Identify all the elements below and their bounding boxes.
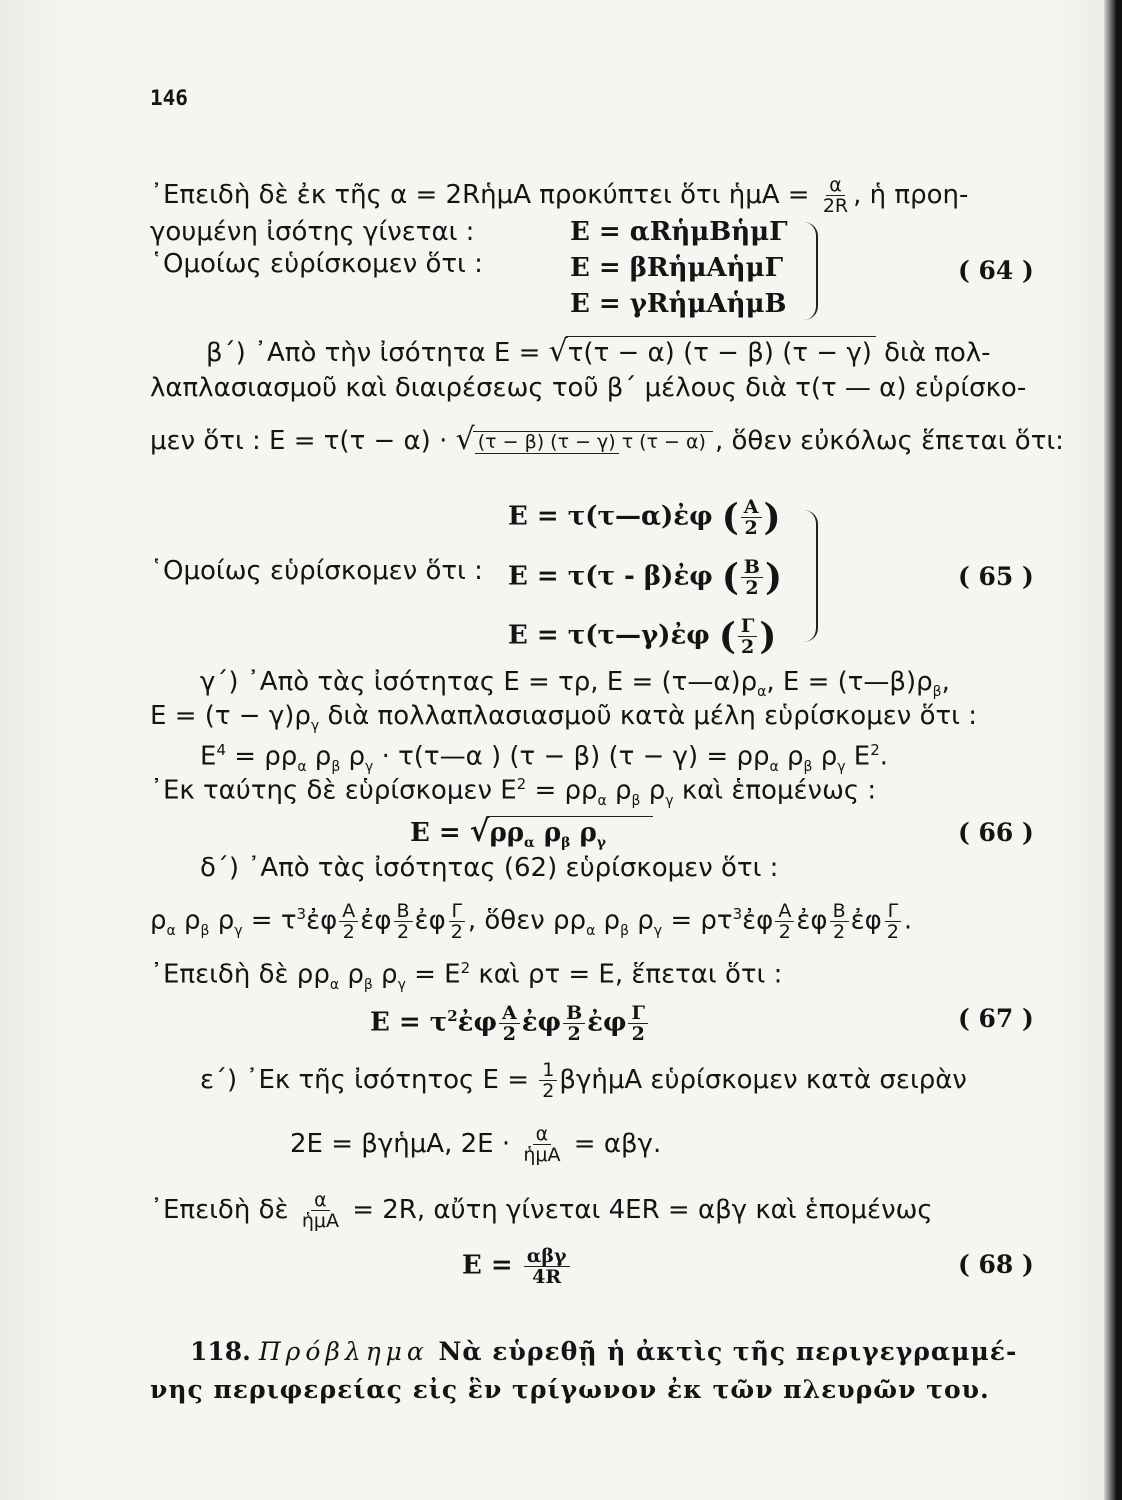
equation-number: ( 65 ): [958, 562, 1034, 591]
text-line: β΄) ᾿Απὸ τὴν ἰσότητα E = √τ(τ − α) (τ − β) (τ − γ) διὰ πολ-: [206, 334, 991, 369]
equation-number: ( 68 ): [958, 1250, 1034, 1279]
equation-number: ( 67 ): [958, 1004, 1034, 1033]
text-line: ᾿Επειδὴ δὲ $\frac{\alpha}{\text{ἡμA}}$ = 2R, αὔτη γίνεται 4ER = αβγ καὶ ἑπομένως: [150, 1189, 933, 1232]
page-number: 146: [150, 86, 188, 110]
right-brace: [800, 222, 818, 320]
equation: E = τ(τ—γ)ἐφ ( $\frac{\Gamma}{2}$ ): [508, 615, 777, 658]
fraction: (τ − β) (τ − γ) τ (τ − α): [473, 431, 713, 452]
fraction: $\frac{\alpha}{2R}$: [822, 174, 849, 217]
text-line: μεν ὅτι : E = τ(τ − α) · √ (τ − β) (τ − γ) τ (τ − α) , ὅθεν εὐκόλως ἕπεται ὅτι:: [150, 422, 1064, 457]
text-line: ῾Ομοίως εὑρίσκομεν ὅτι :: [150, 556, 483, 586]
text-line: ᾿Επειδὴ δὲ $\rho\rho_\alpha$ $\rho_\beta$ $\rho_\gamma = E^2$ καὶ ρτ = E, ἕπεται ὅτι :: [150, 959, 783, 993]
equation: E = τ(τ—α)ἐφ ( $\frac{A}{2}$ ): [508, 496, 781, 539]
text-line: $E = (\tau - \gamma)\rho_\gamma$ διὰ πολλαπλασιασμοῦ κατὰ μέλη εὑρίσκομεν ὅτι :: [150, 701, 977, 735]
text-line: λαπλασιασμοῦ καὶ διαιρέσεως τοῦ β΄ μέλους διὰ τ(τ — α) εὑρίσκο-: [150, 373, 1027, 403]
equation: E = βRἡμAἡμΓ: [570, 253, 784, 283]
equation: $E = √\rho\rho_\alpha$ $\rho_\beta$ $\rho_\gamma$: [410, 816, 653, 859]
right-brace: [800, 510, 818, 642]
text-line: ᾿Επειδὴ δὲ ἐκ τῆς α = 2RἡμA προκύπτει ὅτι ἡμA = $\frac{\alpha}{2R}$ , ἡ προη-: [150, 174, 969, 217]
equation: E = τ(τ - β)ἐφ ( $\frac{B}{2}$ ): [508, 556, 783, 599]
text-line: ε΄) ᾿Εκ τῆς ἰσότητος E = $\frac{1}{2}$ βγἡμA εὑρίσκομεν κατὰ σειρὰν: [200, 1059, 967, 1102]
text-line: δ΄) ᾿Απὸ τὰς ἰσότητας (62) εὑρίσκομεν ὅτι :: [200, 853, 779, 883]
text-line: 2E = βγἡμA, 2E · $\frac{\alpha}{\text{ἡμA}}$ = αβγ.: [290, 1123, 662, 1166]
text-line: ῾Ομοίως εὑρίσκομεν ὅτι :: [150, 249, 483, 279]
text-line: $E^4 = \rho\rho_\alpha$ $\rho_\beta$ $\rho_\gamma$ · τ(τ—α ) (τ − β) $(\tau - \gamma) = \rho\rho_\alpha$ $\rho_\beta$ $\rho_\gamma$ $E^2$.: [200, 741, 889, 775]
problem-heading: 118. Πρόβλημα Νὰ εὑρεθῇ ἡ ἀκτὶς τῆς περιγεγραμμέ-: [190, 1337, 1018, 1366]
equation: $E = \tau^2ἐ\varphi$ $\frac{A}{2}$ ἐφ $\frac{B}{2}$ ἐφ $\frac{\Gamma}{2}$: [370, 1000, 650, 1044]
equation: E = $\frac{\text{αβγ}}{4R}$: [462, 1246, 572, 1287]
text-line: γουμένη ἰσότης γίνεται :: [150, 217, 475, 247]
equation-number: ( 66 ): [958, 818, 1034, 847]
text-line: γ΄) ᾿Απὸ τὰς ἰσότητας E = τρ, $E = (\tau—\alpha)\rho_\alpha$, $E = (\tau—\beta)\rho_\beta$,: [200, 667, 950, 701]
equation-number: ( 64 ): [958, 256, 1034, 285]
equation: E = αRἡμBἡμΓ: [570, 217, 788, 247]
equation: E = γRἡμAἡμB: [570, 289, 787, 319]
page-edge-shadow: [1104, 0, 1122, 1500]
text-line: ᾿Εκ ταύτης δὲ εὑρίσκομεν $E^2 = \rho\rho_\alpha$ $\rho_\beta$ $\rho_\gamma$ καὶ ἑπομένως :: [150, 775, 877, 809]
problem-text: νης περιφερείας εἰς ἓν τρίγωνον ἐκ τῶν πλευρῶν του.: [150, 1375, 990, 1404]
text-line: $\rho_\alpha$ $\rho_\beta$ $\rho_\gamma$ = $\tau^3ἐ\varphi$ $\frac{A}{2}$ ἐφ $\frac{B}{2}$ ἐφ $\frac{\Gamma}{2}$ , ὅθεν $\rho\rho_\alpha$ $\rho_\beta$ $\rho_\gamma$ = $\rho\tau^3ἐ\varphi$ $\frac{A}{2}$ ἐφ $\frac{B}{2}$ ἐφ $\frac{\Gamma}{2}$ .: [150, 899, 913, 943]
